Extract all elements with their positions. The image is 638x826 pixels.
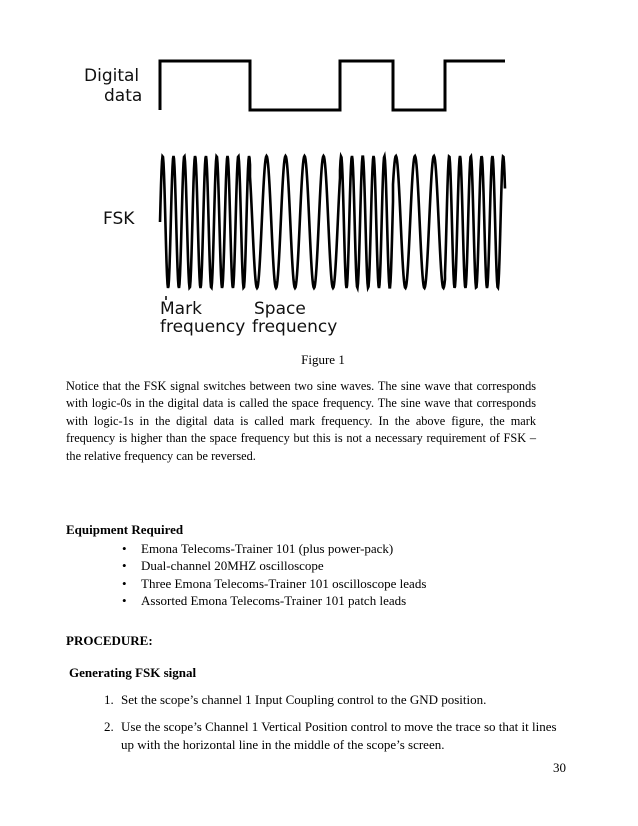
list-item: • Three Emona Telecoms-Trainer 101 oscilloscope leads (122, 575, 426, 592)
step-text: Set the scope’s channel 1 Input Coupling control to the GND position. (121, 692, 487, 707)
step-number: 1. (104, 692, 114, 707)
space-frequency-label-line1: Space (254, 299, 306, 319)
digital-data-waveform (160, 61, 505, 110)
equipment-list (122, 540, 426, 610)
procedure-steps (104, 691, 566, 763)
procedure-heading: PROCEDURE: (66, 633, 153, 648)
list-item: • Emona Telecoms-Trainer 101 (plus power-pack) (122, 540, 426, 557)
equipment-heading: Equipment Required (66, 522, 184, 537)
mark-frequency-label-line2: frequency (160, 317, 246, 337)
mark-frequency-label-line1: Mark (160, 299, 202, 319)
fsk-waveform (160, 156, 505, 288)
list-item: • Dual-channel 20MHZ oscilloscope (122, 557, 426, 574)
page-number: 30 (553, 760, 566, 775)
procedure-step (104, 718, 566, 754)
procedure-step (104, 691, 566, 709)
step-text: Use the scope’s Channel 1 Vertical Position control to move the trace so that it lines up with the horizontal line in the middle of the scope’s screen. (121, 719, 557, 752)
space-frequency-label-line2: frequency (252, 317, 338, 337)
figure-caption: Figure 1 (301, 352, 345, 367)
digital-data-label-line1: Digital (84, 66, 140, 86)
digital-data-label-line2: data (104, 86, 143, 106)
fsk-figure (0, 0, 638, 340)
procedure-subheading: Generating FSK signal (69, 665, 197, 680)
description-paragraph: Notice that the FSK signal switches between two sine waves. The sine wave that corresponds with logic-0s in the digital data is called the space frequency. The sine wave that corresponds with logic-1s in the digital data is called mark frequency. In the above figure, the mark frequency is higher than the space frequency but this is not a necessary requirement of FSK – the relative frequency can be reversed. (66, 379, 536, 463)
list-item: • Assorted Emona Telecoms-Trainer 101 patch leads (122, 592, 426, 609)
step-number: 2. (104, 719, 114, 734)
fsk-label: FSK (103, 209, 135, 229)
